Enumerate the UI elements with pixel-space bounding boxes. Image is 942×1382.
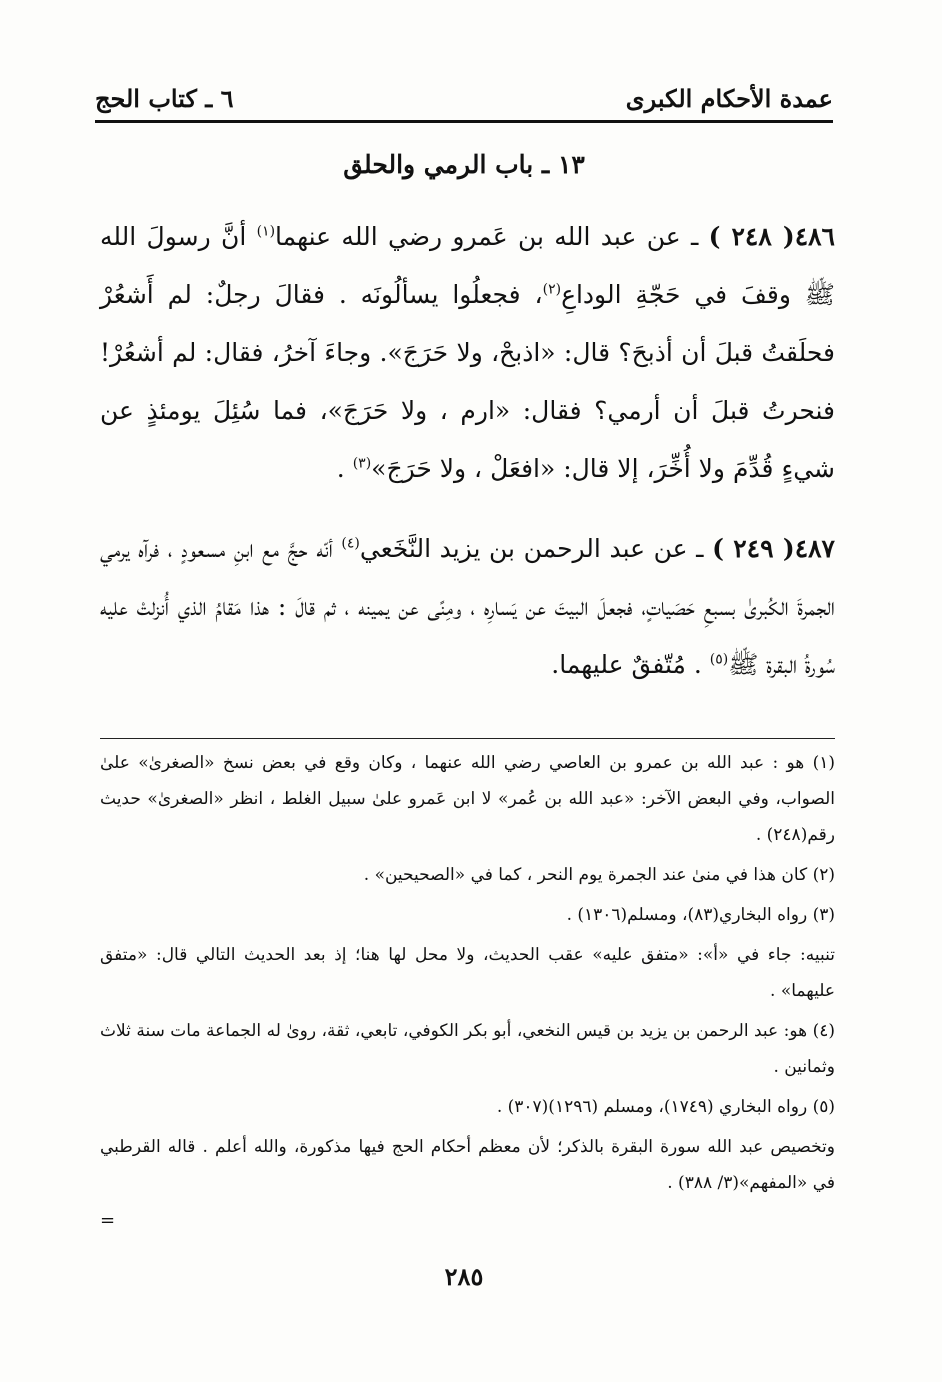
footnote-ref: (٤) xyxy=(341,535,360,552)
hadith-text: ـ عن عبد الرحمن بن يزيد النَّخَعي xyxy=(359,534,713,563)
header-rule xyxy=(95,120,833,123)
hadith-text: ـ عن عبد الله بن عَمرو رضي الله عنهما xyxy=(275,222,709,251)
hadith-text: . xyxy=(336,454,353,483)
footnote: (١) هو : عبد الله بن عمرو بن العاصي رضي الله عنهما ، وكان وقع في بعض نسخ «الصغرىٰ» علىٰ الصواب، وفي البعض الآخر: «عبد الله بن عُمر» لا ابن عَمرو علىٰ سبيل الغلط ، انظر «الصغرىٰ» حديث رقم(٢٤٨) . xyxy=(100,753,835,845)
hadith-487 xyxy=(100,520,835,694)
main-text xyxy=(100,208,835,716)
hadith-text: أنَّ رسولَ الله ﷺ وقفَ في حَجّةِ الوداعِ xyxy=(100,222,835,309)
book-title: عمدة الأحكام الكبرى xyxy=(625,83,833,113)
hadith-text: ، فجعلُوا يسألُونَه . فقالَ رجلٌ: لم أَشعُرْ فحلَقتُ قبلَ أن أذبحَ؟ قال: «اذبحْ، ولا حَرَجَ». وجاءَ آخرُ، فقال: لم أشعُرْ! فنحرتُ قبلَ أن أرمي؟ فقال: «ارم ، ولا حَرَجَ»، فما سُئِلَ يومئذٍ عن شيءٍ قُدِّمَ ولا أُخِّرَ، إلا قال: «افعَلْ ، ولا حَرَجَ» xyxy=(100,280,835,483)
hadith-text: أنّه حجَّ مع ابنِ مسعودٍ ، فرآه يرمي الجمرةَ الكُبرىٰ بسبعِ حَصَياتٍ، فجعلَ البيتَ عن يَسارِه ، ومِنًى عن يمينه ، ثم قالَ : هذا مَقامُ الذي أُنزلتْ عليه سُورةُ البقرة ﷺ xyxy=(100,534,835,679)
footnote-rule xyxy=(100,738,835,739)
hadith-486 xyxy=(100,208,835,498)
footnote-ref: (١) xyxy=(256,223,276,240)
footnotes xyxy=(100,745,835,1205)
chapter-title: ١٣ ـ باب الرمي والحلق xyxy=(343,150,585,179)
running-header xyxy=(95,78,833,118)
hadith-number: ٤٨٧( ٢٤٩ ) xyxy=(712,534,835,563)
footnote: وتخصيص عبد الله سورة البقرة بالذكر؛ لأن معظم أحكام الحج فيها مذكورة، والله أعلم . قاله القرطبي في «المفهم»(٣/ ٣٨٨) . xyxy=(100,1137,835,1193)
footnote: (٢) كان هذا في منىٰ عند الجمرة يوم النحر ، كما في «الصحيحين» . xyxy=(363,865,835,885)
footnote-ref: (٥) xyxy=(709,651,729,668)
footnote-ref: (٢) xyxy=(542,281,562,298)
footnote: (٥) رواه البخاري (١٧٤٩)، ومسلم (١٢٩٦)(٣٠٧) . xyxy=(496,1097,835,1117)
page-number: ٢٨٥ xyxy=(444,1262,484,1291)
continuation-mark: = xyxy=(100,1210,116,1231)
footnote: (٣) رواه البخاري(٨٣)، ومسلم(١٣٠٦) . xyxy=(566,905,835,925)
footnote: تنبيه: جاء في «أ»: «متفق عليه» عقب الحديث، ولا محل لها هنا؛ إذ بعد الحديث التالي قال: «متفق عليهما» . xyxy=(100,945,835,1001)
hadith-number: ٤٨٦( ٢٤٨ ) xyxy=(708,222,835,251)
section-title: ٦ ـ كتاب الحج xyxy=(95,83,234,113)
hadith-text: . مُتّفقٌ عليهما. xyxy=(551,650,710,679)
footnote-ref: (٣) xyxy=(352,455,372,472)
footnote: (٤) هو: عبد الرحمن بن يزيد بن قيس النخعي، أبو بكر الكوفي، تابعي، ثقة، روىٰ له الجماعة مات سنة ثلاث وثمانين . xyxy=(100,1021,835,1077)
